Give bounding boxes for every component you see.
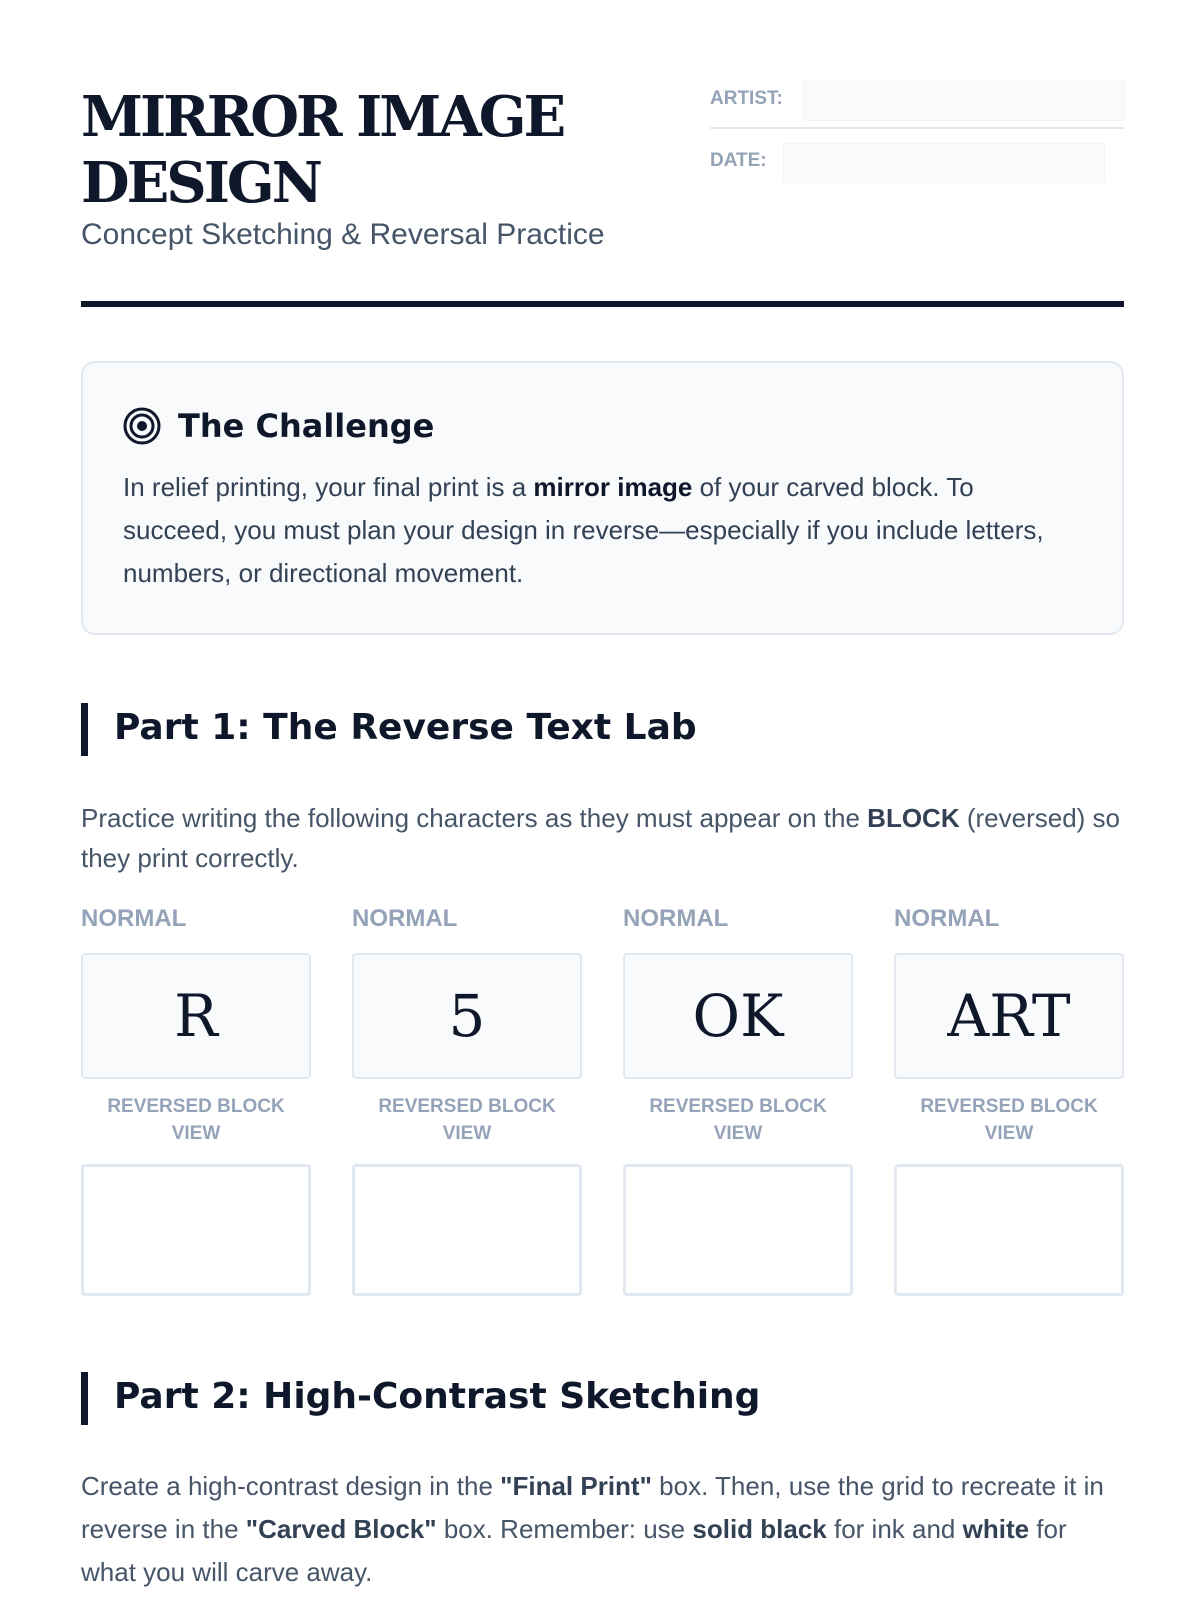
part2-instructions: Create a high-contrast design in the "Final Print" box. Then, use the grid to recreate it in reverse in the "Carved Block" box. Remember: use solid black for ink and white for what you will carve away. [81,1471,1104,1587]
date-label: DATE: [710,150,767,171]
challenge-callout [81,361,1124,635]
reversed-drawing-box[interactable] [352,1164,582,1296]
part2-accent-bar [81,1372,88,1425]
target-icon [123,407,161,445]
artist-underline [710,127,1124,129]
part1-accent-bar [81,703,88,756]
normal-label: NORMAL [352,905,458,932]
page-subtitle: Concept Sketching & Reversal Practice [81,218,605,251]
practice-item [894,903,1124,1296]
reversed-drawing-box[interactable] [894,1164,1124,1296]
normal-sample: ART [894,953,1124,1079]
artist-label: ARTIST: [710,88,783,109]
reversed-label: REVERSED BLOCK VIEW [920,1096,1098,1144]
practice-item [623,903,853,1296]
reversed-drawing-box[interactable] [81,1164,311,1296]
reversed-label: REVERSED BLOCK VIEW [649,1096,827,1144]
normal-sample: 5 [352,953,582,1079]
part1-instructions: Practice writing the following characters as they must appear on the BLOCK (reversed) so they print correctly. [81,803,1120,873]
artist-field[interactable] [803,81,1125,121]
header-divider [81,301,1124,307]
reversed-label: REVERSED BLOCK VIEW [107,1096,285,1144]
practice-item [352,903,582,1296]
challenge-description: In relief printing, your final print is a mirror image of your carved block. To succeed, you must plan your design in reverse—especially if you include letters, numbers, or directional movement. [123,472,1044,588]
part1-title: Part 1: The Reverse Text Lab [114,707,697,748]
date-field[interactable] [783,143,1105,183]
practice-item [81,903,311,1296]
part2-title: Part 2: High-Contrast Sketching [114,1376,761,1417]
normal-label: NORMAL [81,905,187,932]
page-title: MIRROR IMAGE DESIGN [81,84,564,216]
reversed-label: REVERSED BLOCK VIEW [378,1096,556,1144]
challenge-title: The Challenge [178,407,435,445]
normal-label: NORMAL [894,905,1000,932]
reversed-drawing-box[interactable] [623,1164,853,1296]
normal-sample: R [81,953,311,1079]
normal-sample: OK [623,953,853,1079]
normal-label: NORMAL [623,905,729,932]
